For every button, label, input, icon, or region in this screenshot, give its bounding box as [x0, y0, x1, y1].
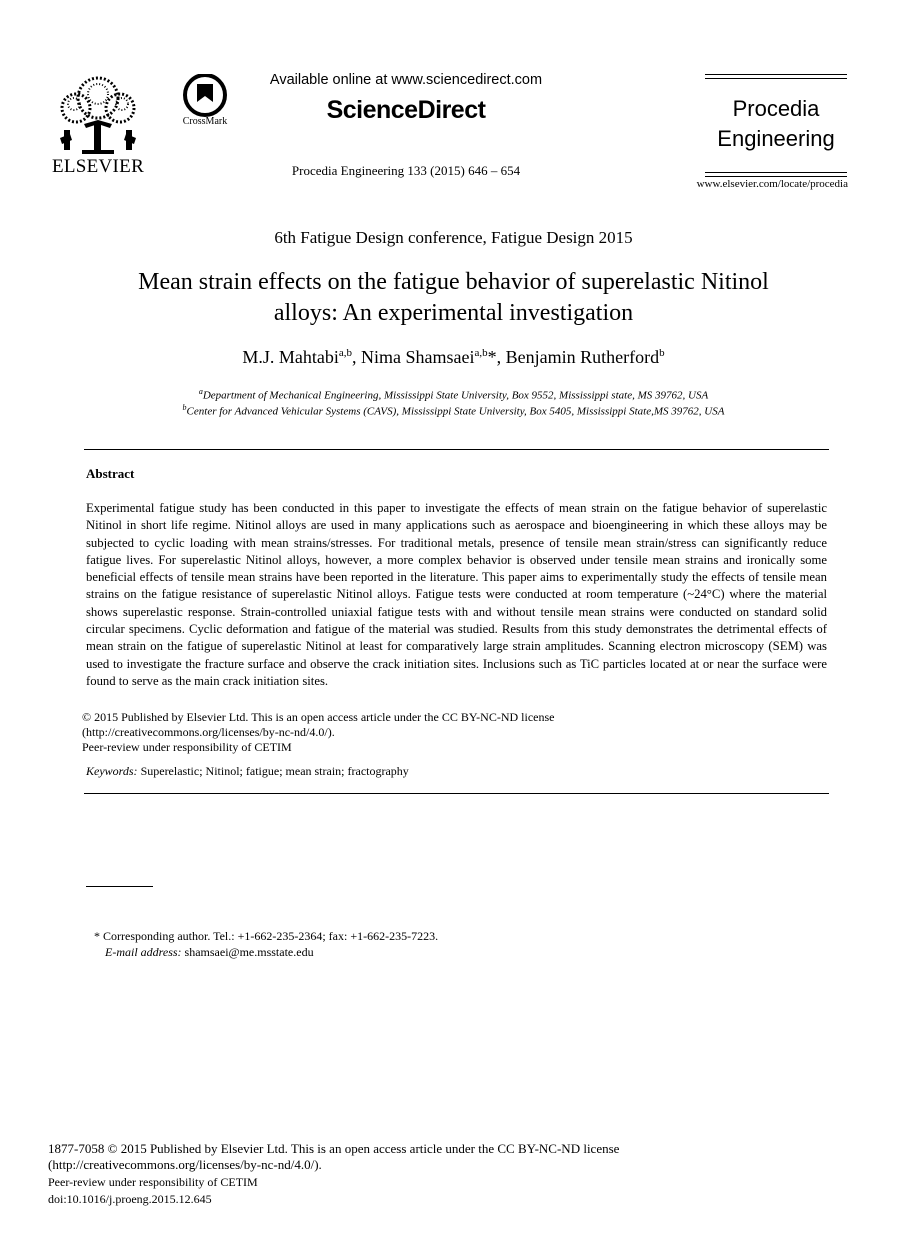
author-name: Nima Shamsaei: [361, 347, 475, 367]
elsevier-logo: [48, 74, 148, 179]
affiliation-text: Center for Advanced Vehicular Systems (CAVS), Mississippi State University, Box 5405, Mississippi State,MS 39762, USA: [186, 405, 725, 418]
journal-name-line1: Procedia: [732, 96, 820, 121]
affiliation: [0, 403, 907, 418]
email-label: E-mail address:: [105, 945, 182, 959]
affiliation-marker: a: [198, 387, 203, 396]
divider: [705, 172, 847, 177]
elsevier-wordmark: ELSEVIER: [51, 156, 145, 177]
footnote-marker: *: [94, 929, 100, 943]
email-link[interactable]: shamsaei@me.msstate.edu: [184, 945, 314, 959]
issn-copyright: 1877-7058 © 2015 Published by Elsevier Ltd. This is an open access article under the CC BY-NC-ND license: [48, 1141, 620, 1156]
crossmark-badge[interactable]: [174, 74, 236, 136]
paper-title: [60, 267, 847, 329]
sciencedirect-logo: ScienceDirect: [326, 96, 486, 124]
conference-name: 6th Fatigue Design conference, Fatigue Design 2015: [274, 228, 633, 247]
author-name: Benjamin Rutherford: [505, 347, 660, 367]
available-online-text: Available online at www.sciencedirect.com: [269, 72, 543, 88]
copyright-notice: © 2015 Published by Elsevier Ltd. This is an open access article under the CC BY-NC-ND license: [82, 710, 555, 724]
crossmark-label: CrossMark: [182, 116, 228, 127]
paper-title-line2: alloys: An experimental investigation: [273, 300, 634, 326]
corresponding-star: *: [487, 347, 497, 367]
affiliation: [0, 387, 907, 402]
keywords: [86, 764, 409, 779]
journal-citation: Procedia Engineering 133 (2015) 646 – 654: [291, 163, 521, 178]
footer-license-link[interactable]: (http://creativecommons.org/licenses/by-nc-nd/4.0/).: [48, 1157, 322, 1172]
elsevier-tree-icon: [54, 74, 142, 156]
footnote-rule: [86, 886, 153, 887]
keywords-label: Keywords:: [86, 764, 138, 778]
corresponding-author-note: [94, 929, 438, 944]
license-link[interactable]: (http://creativecommons.org/licenses/by-nc-nd/4.0/).: [82, 725, 335, 739]
divider: [705, 74, 847, 79]
abstract-heading: Abstract: [86, 466, 135, 481]
journal-name: [705, 94, 847, 154]
author-affil-marker: b: [659, 347, 665, 359]
crossmark-icon: [182, 74, 228, 118]
author-separator: ,: [496, 347, 506, 367]
divider: [84, 793, 829, 794]
author-separator: ,: [352, 347, 362, 367]
affiliation-text: Department of Mechanical Engineering, Mississippi State University, Box 9552, Mississippi state, MS 39762, USA: [202, 389, 709, 402]
keywords-list: Superelastic; Nitinol; fatigue; mean strain; fractography: [140, 764, 409, 778]
divider: [84, 449, 829, 450]
doi-link[interactable]: doi:10.1016/j.proeng.2015.12.645: [48, 1192, 212, 1206]
footer-peer-review: Peer-review under responsibility of CETIM: [48, 1175, 258, 1189]
author-affil-marker: a,b: [338, 347, 353, 359]
author-affil-marker: a,b: [474, 347, 488, 359]
affiliation-marker: b: [182, 403, 187, 412]
journal-name-line2: Engineering: [717, 126, 835, 151]
author-name: M.J. Mahtabi: [242, 347, 339, 367]
abstract-text: Experimental fatigue study has been conducted in this paper to investigate the effects of mean strain on the fatigue behavior of superelastic Nitinol in short life regime. Nitinol alloys are used in many applications such as aerospace and bioengineering in which these alloys may be subjected to cyclic loading with mean strains/stresses. For traditional metals, presence of tensile mean strain/stress can significantly reduce fatigue lives. For superelastic Nitinol alloys, however, a more complex behavior is observed under tensile mean strains and ironically some beneficial effects of tensile mean strains have been reported in the literature. This paper aims to experimentally study the effects of tensile mean strains on the fatigue resistance of superelastic Nitinol alloys. Fatigue tests were conducted at room temperature (~24°C) where the material shows superelastic response. Strain-controlled uniaxial fatigue tests with and without tensile mean strains were conducted on standard solid circular specimens. Cyclic deformation and fatigue of the material was studied. Results from this study demonstrates the detrimental effects of mean strain on the fatigue of superelastic Nitinol at least for comparatively large strain amplitudes. Scanning electron microscopy (SEM) was used to investigate the fracture surface and observe the crack initiation sites. Inclusions such as TiC particles located at or near the surface were found to serve as the main crack initiation sites.: [86, 501, 827, 688]
author-list: [0, 347, 907, 368]
email-note: [105, 945, 314, 960]
peer-review-note: Peer-review under responsibility of CETIM: [82, 740, 292, 754]
paper-title-line1: Mean strain effects on the fatigue behavior of superelastic Nitinol: [138, 269, 769, 295]
corresponding-text: Corresponding author. Tel.: +1-662-235-2364; fax: +1-662-235-7223.: [103, 929, 439, 943]
journal-url[interactable]: www.elsevier.com/locate/procedia: [696, 178, 848, 190]
